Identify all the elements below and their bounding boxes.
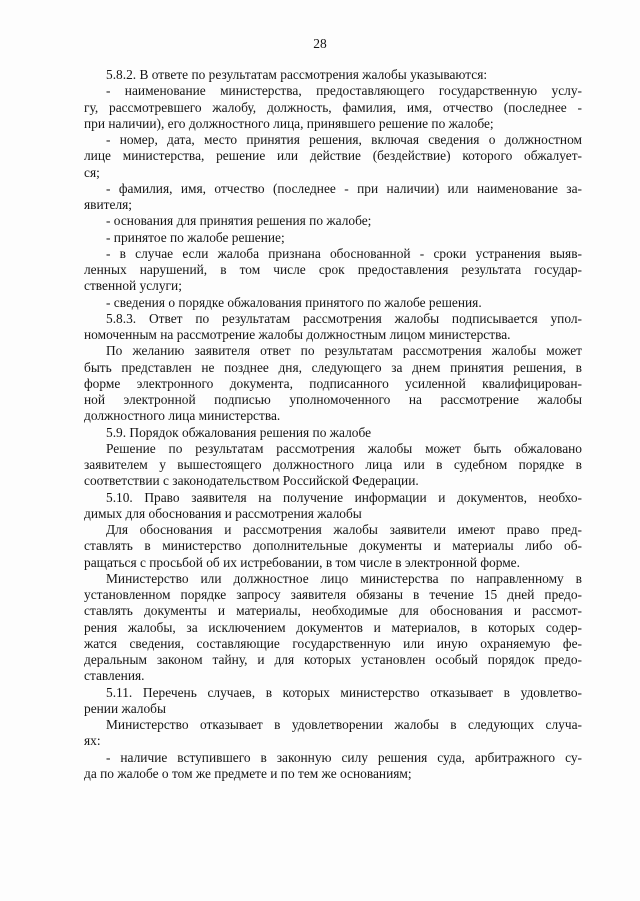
text-line: гу, рассмотревшего жалобу, должность, фамилия, имя, отчество (последнее - bbox=[84, 99, 582, 115]
text-line: 5.9. Порядок обжалования решения по жалобе bbox=[106, 424, 372, 440]
text-line: ной электронной подписью уполномоченного на рассмотрение жалобы bbox=[84, 392, 582, 407]
text-line: - основания для принятия решения по жалобе; bbox=[106, 213, 372, 229]
page-number: 28 bbox=[313, 36, 327, 51]
text-line: димых для обоснования и рассмотрения жалобы bbox=[84, 505, 362, 521]
text-line: - номер, дата, место принятия решения, включая сведения о должностном bbox=[106, 132, 582, 147]
text-line: лице министерства, решение или действие (бездействие) которого обжалует- bbox=[84, 148, 582, 164]
text-line: явителя; bbox=[84, 197, 133, 212]
text-line: да по жалобе о том же предмете и по тем же основаниям; bbox=[84, 765, 412, 781]
text-line: соответствии с законодательством Российской Федерации. bbox=[84, 473, 419, 489]
text-line: По желанию заявителя ответ по результатам рассмотрения жалобы может bbox=[106, 343, 582, 359]
text-line: Решение по результатам рассмотрения жалобы может быть обжаловано bbox=[106, 440, 582, 456]
text-line: ращаться с просьбой об их истребовании, в том числе в электронной форме. bbox=[84, 554, 520, 570]
text-line: ставлять в министерство дополнительные документы и материалы либо об- bbox=[84, 538, 582, 554]
text-line: ставлять документы и материалы, необходимые для обоснования и рассмот- bbox=[84, 603, 582, 619]
text-line: номоченным на рассмотрение жалобы должностным лицом министерства. bbox=[84, 327, 511, 342]
text-line: ях: bbox=[84, 733, 101, 749]
text-line: ся; bbox=[84, 164, 100, 180]
text-line: при наличии), его должностного лица, принявшего решение по жалобе; bbox=[84, 115, 494, 131]
text-line: - наличие вступившего в законную силу решения суда, арбитражного су- bbox=[106, 749, 582, 765]
text-line: рении жалобы bbox=[84, 700, 166, 716]
text-line: 5.11. Перечень случаев, в которых министерство отказывает в удовлетво- bbox=[106, 684, 582, 700]
text-line: установленном порядке запросу заявителя обязаны в течение 15 дней предо- bbox=[84, 587, 582, 602]
text-line: ставления. bbox=[84, 668, 145, 684]
text-line: деральным законом тайну, и для которых установлен особый порядок предо- bbox=[84, 652, 582, 667]
text-line: Министерство отказывает в удовлетворении жалобы в следующих случа- bbox=[106, 717, 582, 732]
text-line: 5.8.3. Ответ по результатам рассмотрения жалобы подписывается упол- bbox=[106, 310, 582, 326]
text-line: Для обоснования и рассмотрения жалобы заявители имеют право пред- bbox=[106, 522, 582, 537]
text-line: жатся сведения, составляющие государственную или иную охраняемую фе- bbox=[84, 635, 582, 651]
text-line: форме электронного документа, подписанного усиленной квалифицирован- bbox=[84, 375, 582, 391]
text-line: Министерство или должностное лицо министерства по направленному в bbox=[106, 570, 582, 586]
text-line: ственной услуги; bbox=[84, 278, 182, 294]
text-line: быть представлен не позднее дня, следующего за днем принятия решения, в bbox=[84, 359, 582, 375]
text-line: - принятое по жалобе решение; bbox=[106, 229, 285, 245]
text-line: рения жалобы, за исключением документов и материалов, в которых содер- bbox=[84, 619, 582, 635]
body-text bbox=[84, 67, 582, 782]
text-line: 5.8.2. В ответе по результатам рассмотрения жалобы указываются: bbox=[106, 67, 488, 82]
text-line: 5.10. Право заявителя на получение информации и документов, необхо- bbox=[106, 489, 582, 505]
text-line: - фамилия, имя, отчество (последнее - при наличии) или наименование за- bbox=[106, 180, 582, 196]
text-line: - наименование министерства, предоставляющего государственную услу- bbox=[106, 83, 582, 99]
text-line: заявителем у вышестоящего должностного лица или в судебном порядке в bbox=[84, 457, 582, 472]
text-line: - в случае если жалоба признана обоснованной - сроки устранения выяв- bbox=[106, 245, 582, 261]
text-line: ленных нарушений, в том числе срок предоставления результата государ- bbox=[84, 262, 582, 277]
text-line: - сведения о порядке обжалования принятого по жалобе решения. bbox=[106, 294, 482, 310]
text-line: должностного лица министерства. bbox=[84, 408, 281, 424]
